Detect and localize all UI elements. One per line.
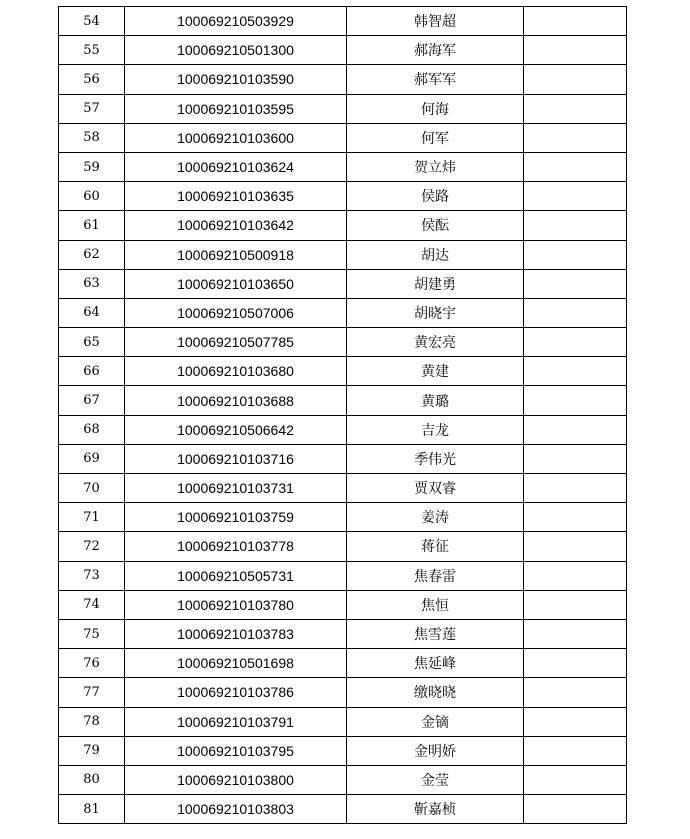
registration-id-cell: 100069210103780 <box>125 590 347 619</box>
registration-id-cell: 100069210103759 <box>125 503 347 532</box>
blank-cell <box>524 503 627 532</box>
table-row <box>59 590 627 619</box>
row-number-cell: 78 <box>59 707 125 736</box>
person-name-cell: 缴晓晓 <box>347 678 524 707</box>
row-number-cell: 80 <box>59 765 125 794</box>
registration-id-cell: 100069210507006 <box>125 298 347 327</box>
person-name-cell: 侯路 <box>347 182 524 211</box>
registration-id-cell: 100069210103624 <box>125 152 347 181</box>
registration-id-cell: 100069210501698 <box>125 649 347 678</box>
row-number-cell: 69 <box>59 444 125 473</box>
registration-id-cell: 100069210503929 <box>125 7 347 36</box>
table-row <box>59 94 627 123</box>
registration-id-cell: 100069210103635 <box>125 182 347 211</box>
blank-cell <box>524 357 627 386</box>
person-name-cell: 贾双睿 <box>347 474 524 503</box>
person-name-cell: 蒋征 <box>347 532 524 561</box>
table-row <box>59 619 627 648</box>
registration-id-cell: 100069210103680 <box>125 357 347 386</box>
person-name-cell: 靳嘉桢 <box>347 795 524 824</box>
blank-cell <box>524 415 627 444</box>
row-number-cell: 73 <box>59 561 125 590</box>
table-row <box>59 357 627 386</box>
blank-cell <box>524 240 627 269</box>
row-number-cell: 62 <box>59 240 125 269</box>
table-row <box>59 415 627 444</box>
person-name-cell: 黄建 <box>347 357 524 386</box>
row-number-cell: 79 <box>59 736 125 765</box>
registration-id-cell: 100069210103731 <box>125 474 347 503</box>
table-row <box>59 152 627 181</box>
table-row <box>59 444 627 473</box>
registration-id-cell: 100069210103791 <box>125 707 347 736</box>
table-row <box>59 532 627 561</box>
person-name-cell: 金明娇 <box>347 736 524 765</box>
person-name-cell: 侯酝 <box>347 211 524 240</box>
row-number-cell: 71 <box>59 503 125 532</box>
blank-cell <box>524 532 627 561</box>
table-row <box>59 211 627 240</box>
table-row <box>59 182 627 211</box>
table-row <box>59 65 627 94</box>
table-row <box>59 649 627 678</box>
person-name-cell: 贺立炜 <box>347 152 524 181</box>
registration-id-cell: 100069210507785 <box>125 328 347 357</box>
person-name-cell: 焦春雷 <box>347 561 524 590</box>
registration-id-cell: 100069210103783 <box>125 619 347 648</box>
registration-id-cell: 100069210103590 <box>125 65 347 94</box>
row-number-cell: 72 <box>59 532 125 561</box>
registration-id-cell: 100069210103716 <box>125 444 347 473</box>
blank-cell <box>524 211 627 240</box>
registration-id-cell: 100069210103600 <box>125 123 347 152</box>
row-number-cell: 57 <box>59 94 125 123</box>
roster-table <box>58 6 627 824</box>
person-name-cell: 郝海军 <box>347 36 524 65</box>
table-row <box>59 678 627 707</box>
row-number-cell: 77 <box>59 678 125 707</box>
registration-id-cell: 100069210103642 <box>125 211 347 240</box>
person-name-cell: 焦雪莲 <box>347 619 524 648</box>
blank-cell <box>524 678 627 707</box>
row-number-cell: 66 <box>59 357 125 386</box>
blank-cell <box>524 444 627 473</box>
table-row <box>59 503 627 532</box>
row-number-cell: 54 <box>59 7 125 36</box>
blank-cell <box>524 182 627 211</box>
table-row <box>59 298 627 327</box>
registration-id-cell: 100069210103795 <box>125 736 347 765</box>
person-name-cell: 黄宏亮 <box>347 328 524 357</box>
table-row <box>59 736 627 765</box>
row-number-cell: 67 <box>59 386 125 415</box>
row-number-cell: 55 <box>59 36 125 65</box>
blank-cell <box>524 795 627 824</box>
row-number-cell: 60 <box>59 182 125 211</box>
table-row <box>59 7 627 36</box>
blank-cell <box>524 152 627 181</box>
row-number-cell: 68 <box>59 415 125 444</box>
blank-cell <box>524 123 627 152</box>
blank-cell <box>524 36 627 65</box>
row-number-cell: 63 <box>59 269 125 298</box>
blank-cell <box>524 765 627 794</box>
person-name-cell: 焦延峰 <box>347 649 524 678</box>
registration-id-cell: 100069210103786 <box>125 678 347 707</box>
row-number-cell: 56 <box>59 65 125 94</box>
registration-id-cell: 100069210501300 <box>125 36 347 65</box>
table-row <box>59 269 627 298</box>
registration-id-cell: 100069210103595 <box>125 94 347 123</box>
table-row <box>59 386 627 415</box>
table-row <box>59 765 627 794</box>
table-row <box>59 240 627 269</box>
table-row <box>59 36 627 65</box>
registration-id-cell: 100069210103650 <box>125 269 347 298</box>
row-number-cell: 58 <box>59 123 125 152</box>
table-row <box>59 795 627 824</box>
blank-cell <box>524 298 627 327</box>
blank-cell <box>524 94 627 123</box>
blank-cell <box>524 707 627 736</box>
registration-id-cell: 100069210103688 <box>125 386 347 415</box>
person-name-cell: 焦恒 <box>347 590 524 619</box>
person-name-cell: 姜涛 <box>347 503 524 532</box>
person-name-cell: 韩智超 <box>347 7 524 36</box>
row-number-cell: 74 <box>59 590 125 619</box>
person-name-cell: 金镝 <box>347 707 524 736</box>
table-row <box>59 707 627 736</box>
row-number-cell: 65 <box>59 328 125 357</box>
table-row <box>59 123 627 152</box>
row-number-cell: 81 <box>59 795 125 824</box>
table-row <box>59 561 627 590</box>
blank-cell <box>524 65 627 94</box>
person-name-cell: 吉龙 <box>347 415 524 444</box>
row-number-cell: 61 <box>59 211 125 240</box>
registration-id-cell: 100069210505731 <box>125 561 347 590</box>
row-number-cell: 64 <box>59 298 125 327</box>
registration-id-cell: 100069210103803 <box>125 795 347 824</box>
row-number-cell: 59 <box>59 152 125 181</box>
person-name-cell: 季伟光 <box>347 444 524 473</box>
blank-cell <box>524 590 627 619</box>
blank-cell <box>524 474 627 503</box>
blank-cell <box>524 619 627 648</box>
blank-cell <box>524 649 627 678</box>
row-number-cell: 75 <box>59 619 125 648</box>
registration-id-cell: 100069210500918 <box>125 240 347 269</box>
blank-cell <box>524 269 627 298</box>
blank-cell <box>524 7 627 36</box>
row-number-cell: 70 <box>59 474 125 503</box>
blank-cell <box>524 328 627 357</box>
person-name-cell: 胡达 <box>347 240 524 269</box>
registration-id-cell: 100069210506642 <box>125 415 347 444</box>
blank-cell <box>524 736 627 765</box>
registration-id-cell: 100069210103800 <box>125 765 347 794</box>
blank-cell <box>524 386 627 415</box>
table-row <box>59 328 627 357</box>
person-name-cell: 黄璐 <box>347 386 524 415</box>
blank-cell <box>524 561 627 590</box>
person-name-cell: 郝军军 <box>347 65 524 94</box>
person-name-cell: 何海 <box>347 94 524 123</box>
table-row <box>59 474 627 503</box>
person-name-cell: 胡建勇 <box>347 269 524 298</box>
roster-table-body <box>59 7 627 824</box>
person-name-cell: 何军 <box>347 123 524 152</box>
person-name-cell: 胡晓宇 <box>347 298 524 327</box>
person-name-cell: 金莹 <box>347 765 524 794</box>
row-number-cell: 76 <box>59 649 125 678</box>
registration-id-cell: 100069210103778 <box>125 532 347 561</box>
